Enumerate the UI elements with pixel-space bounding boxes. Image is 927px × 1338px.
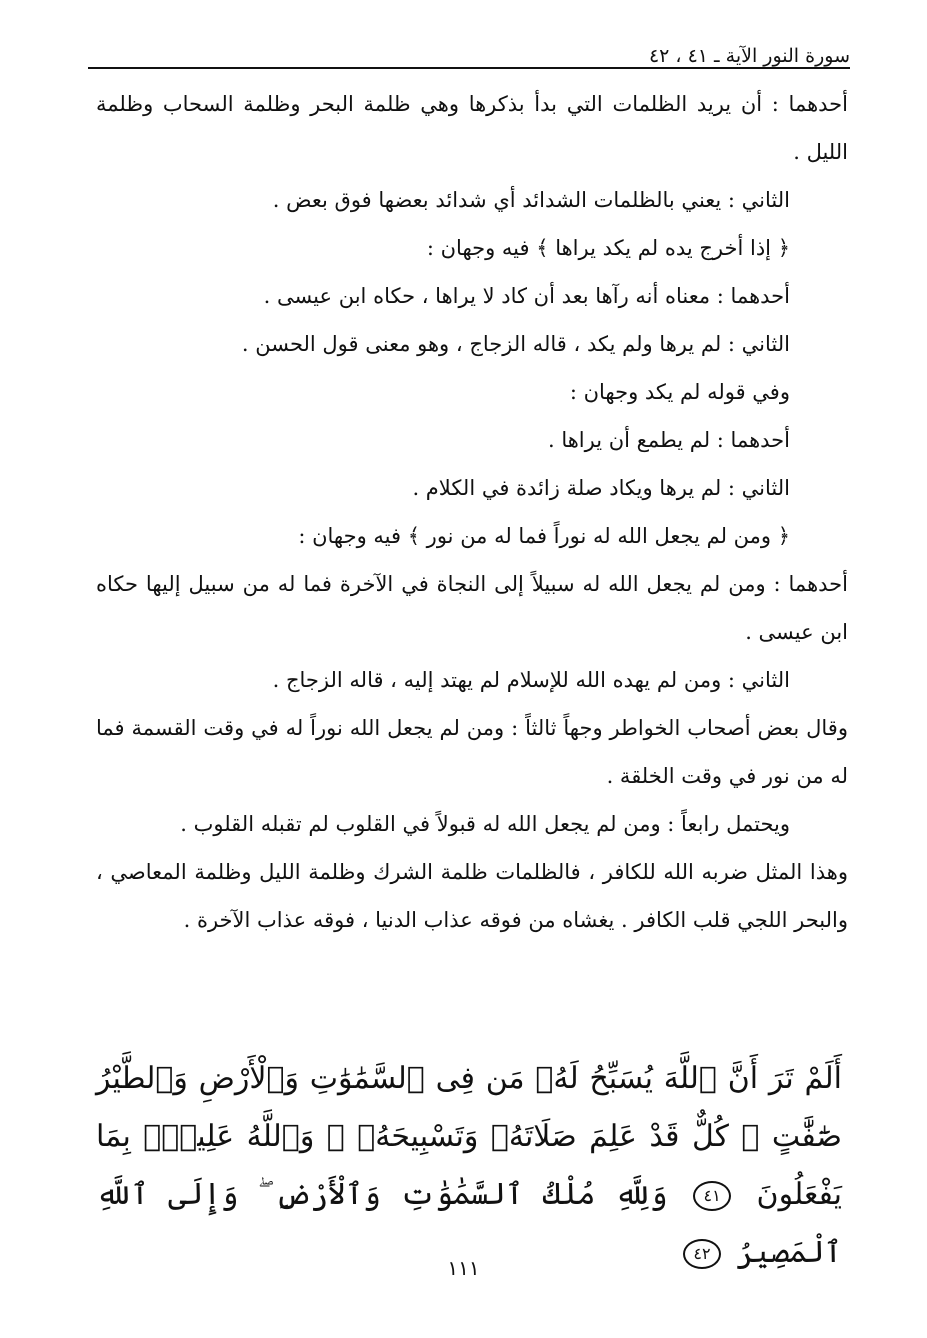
paragraph: وفي قوله لم يكد وجهان : [569,380,790,404]
verse-text: وَلِلَّهِ مُلْكُ ٱلسَّمَٰوَٰتِ وَٱلْأَرْضِ ۖ وَإِلَى ٱللَّهِ ٱلْمَصِيرُ [96,1177,842,1270]
paragraph: ويحتمل رابعاً : ومن لم يجعل الله له قبولاً في القلوب لم تقبله القلوب . [180,812,790,836]
running-header [88,34,850,68]
paragraph: أحدهما : أن يريد الظلمات التي بدأ بذكرها وهي ظلمة البحر وظلمة السحاب وظلمة الليل . [96,92,848,164]
commentary-body [96,80,848,944]
paragraph: الثاني : لم يرها ولم يكد ، قاله الزجاج ، وهو معنى قول الحسن . [241,332,790,356]
paragraph: أحدهما : ومن لم يجعل الله له سبيلاً إلى النجاة في الآخرة فما له من سبيل إليها حكاه ابن عيسى . [96,572,848,644]
quran-verse-block [96,1050,842,1282]
paragraph: وقال بعض أصحاب الخواطر وجهاً ثالثاً : ومن لم يجعل الله نوراً له في وقت القسمة فما له من نور في وقت الخلقة . [96,716,848,788]
verse-text: أَلَمْ تَرَ أَنَّ ٱللَّهَ يُسَبِّحُ لَهُۥ مَن فِى ٱلسَّمَٰوَٰتِ وَٱلْأَرْضِ وَٱلطَّيْرُ صَٰٓفَّٰتٍ ۖ كُلٌّ قَدْ عَلِمَ صَلَاتَهُۥ وَتَسْبِيحَهُۥ ۗ وَٱللَّهُ عَلِيمٌۢ بِمَا يَفْعَلُونَ [96,1061,843,1212]
ayah-number-marker: ٤١ [693,1181,731,1211]
paragraph: وهذا المثل ضربه الله للكافر ، فالظلمات ظلمة الشرك وظلمة الليل وظلمة المعاصي ، والبحر اللجي قلب الكافر . يغشاه من فوقه عذاب الدنيا ، فوقه عذاب الآخرة . [96,860,848,932]
verse-quote-heading: ﴿ إذا أخرج يده لم يكد يراها ﴾ فيه وجهان : [426,236,790,260]
paragraph: أحدهما : لم يطمع أن يراها . [547,428,790,452]
header-rule [88,67,850,69]
paragraph: الثاني : يعني بالظلمات الشدائد أي شدائد بعضها فوق بعض . [272,188,790,212]
verse-quote-heading: ﴿ ومن لم يجعل الله له نوراً فما له من نور ﴾ فيه وجهان : [298,524,790,548]
paragraph: الثاني : لم يرها ويكاد صلة زائدة في الكلام . [412,476,790,500]
paragraph: أحدهما : معناه أنه رآها بعد أن كاد لا يراها ، حكاه ابن عيسى . [263,284,790,308]
paragraph: الثاني : ومن لم يهده الله للإسلام لم يهتد إليه ، قاله الزجاج . [272,668,790,692]
header-title: سورة النور الآية ـ ٤١ ، ٤٢ [648,45,850,67]
page-number: ١١١ [447,1256,480,1280]
ayah-number-marker: ٤٢ [683,1239,721,1269]
